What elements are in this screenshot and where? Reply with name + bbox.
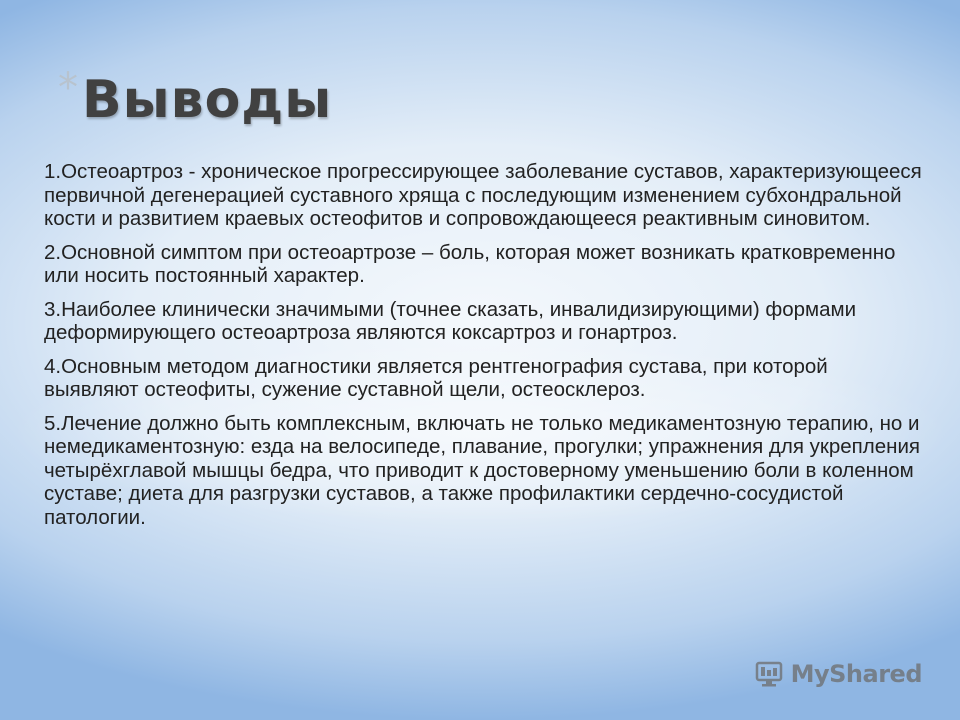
- conclusions-list: [44, 160, 924, 539]
- myshared-logo-text: MyShared: [790, 660, 922, 688]
- conclusion-item-2: 2.Основной симптом при остеоартрозе – боль, которая может возникать кратковременно или носить постоянный характер.: [44, 240, 896, 287]
- myshared-logo-icon: [753, 658, 785, 690]
- myshared-watermark: [753, 658, 922, 690]
- title-row: [58, 62, 332, 142]
- slide-title: Выводы: [82, 70, 333, 130]
- star-bullet-icon: *: [58, 65, 78, 111]
- conclusion-item-1: 1.Остеоартроз - хроническое прогрессирующее заболевание суставов, характеризующееся первичной дегенерацией суставного хряща с последующим изменением субхондральной кости и развитием краевых остеофитов и сопровождающееся реактивным синовитом.: [44, 160, 922, 230]
- conclusion-item-5: 5.Лечение должно быть комплексным, включать не только медикаментозную терапию, но и немедикаментозную: езда на велосипеде, плавание, прогулки; упражнения для укрепления четырёхглавой мышцы бедра, что приводит к достоверному уменьшению боли в коленном суставе; диета для разгрузки суставов, а также профилактики сердечно-сосудистой патологии.: [44, 411, 921, 529]
- conclusion-item-3: 3.Наиболее клинически значимыми (точнее сказать, инвалидизирующими) формами деформирующего остеоартроза являются коксартроз и гонартроз.: [44, 297, 857, 344]
- conclusion-item-4: 4.Основным методом диагностики является рентгенография сустава, при которой выявляют остеофиты, сужение суставной щели, остеосклероз.: [44, 354, 828, 401]
